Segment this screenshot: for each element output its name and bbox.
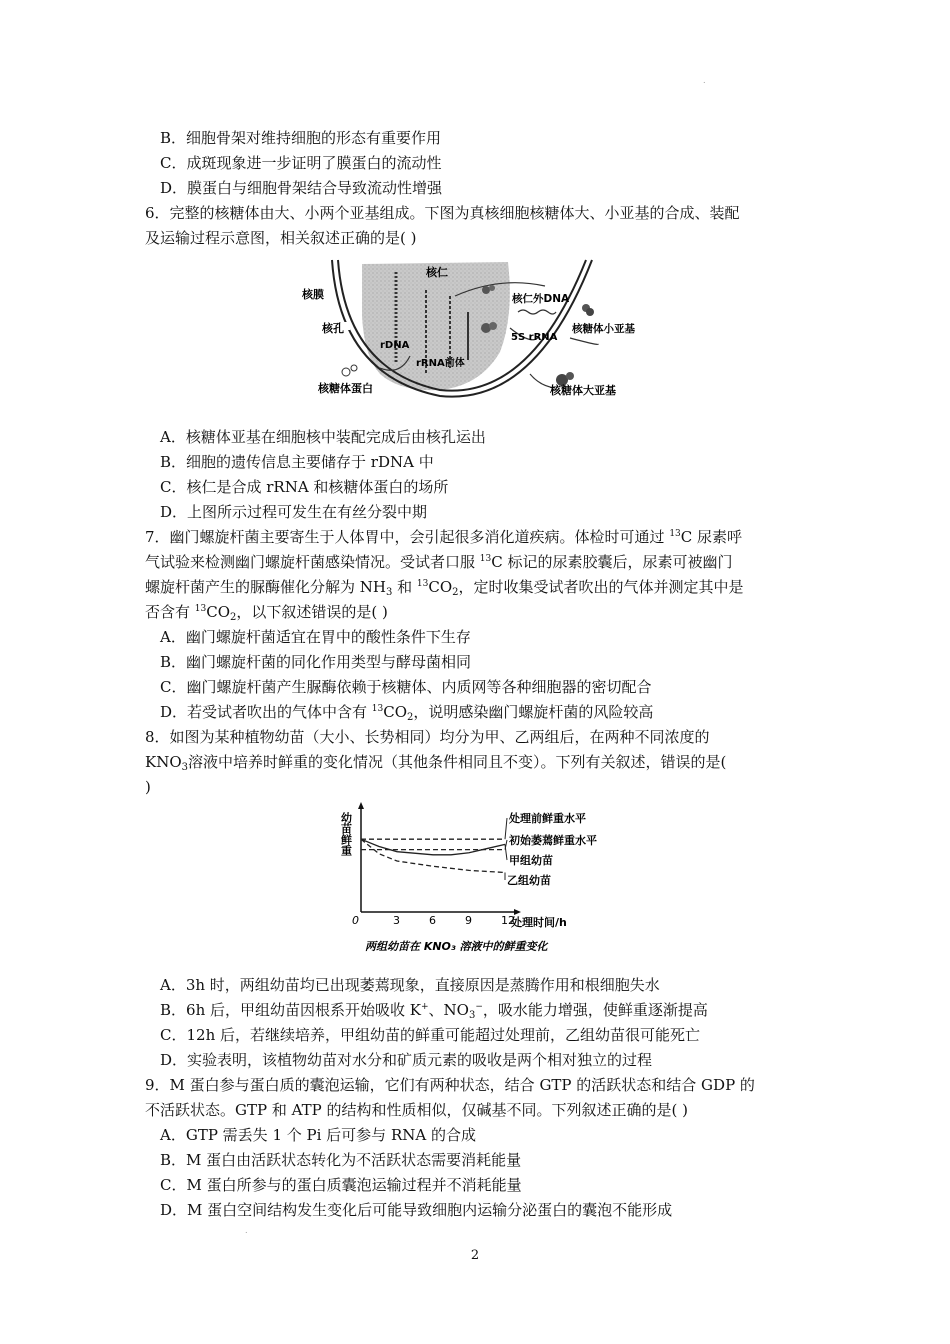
y-axis-label: 幼苗鲜重 <box>339 812 353 856</box>
q8-stem-line3: ) <box>145 778 151 796</box>
series-leader <box>505 818 507 839</box>
chart-caption: 两组幼苗在 KNO₃ 溶液中的鲜重变化 <box>365 940 548 953</box>
q6-stem-line2: 及运输过程示意图，相关叙述正确的是( ) <box>145 229 417 247</box>
q9-option-b: B．M 蛋白由活跃状态转化为不活跃状态需要消耗能量 <box>160 1151 522 1169</box>
label-extra-dna: 核仁外DNA <box>512 293 570 305</box>
q9-option-d: D．M 蛋白空间结构发生变化后可能导致细胞内运输分泌蛋白的囊泡不能形成 <box>160 1201 673 1219</box>
series-label: 处理前鲜重水平 <box>509 812 586 825</box>
ribosome-assembly-diagram <box>300 256 650 406</box>
x-tick-label: 0 <box>352 914 359 927</box>
series-label: 甲组幼苗 <box>509 854 553 867</box>
q7-option-c: C．幽门螺旋杆菌产生脲酶依赖于核糖体、内质网等各种细胞器的密切配合 <box>160 678 652 696</box>
q7-option-b: B．幽门螺旋杆菌的同化作用类型与酵母菌相同 <box>160 653 472 671</box>
q9-stem-line2: 不活跃状态。GTP 和 ATP 的结构和性质相似，仅碱基不同。下列叙述正确的是( ) <box>145 1101 688 1119</box>
q5-option-d: D．膜蛋白与细胞骨架结合导致流动性增强 <box>160 179 443 197</box>
q6-stem-line1: 6．完整的核糖体由大、小两个亚基组成。下图为真核细胞核糖体大、小亚基的合成、装配 <box>145 204 740 222</box>
x-axis-label: 处理时间/h <box>511 916 567 929</box>
q7-stem-line2: 气试验来检测幽门螺旋杆菌感染情况。受试者口服 $^{13}$C 标记的尿素胶囊后，尿素可被幽门 <box>145 553 733 571</box>
q8-option-d: D．实验表明，该植物幼苗对水分和矿质元素的吸收是两个相对独立的过程 <box>160 1051 653 1069</box>
q8-stem-line2: $KNO_3$溶液中培养时鲜重的变化情况（其他条件相同且不变）。下列有关叙述，错误的是( <box>145 753 727 773</box>
label-nucleolus: 核仁 <box>426 266 448 279</box>
x-axis-arrow <box>514 909 521 915</box>
label-rdna: rDNA <box>380 340 410 351</box>
label-nuclear-pore: 核孔 <box>322 322 344 335</box>
x-tick-label: 12 <box>501 914 515 927</box>
scan-mark: . <box>703 76 706 85</box>
fresh-weight-chart <box>335 800 625 960</box>
scan-mark: . <box>245 1226 248 1235</box>
label-ribosomal-protein: 核糖体蛋白 <box>318 382 373 395</box>
q6-option-d: D．上图所示过程可发生在有丝分裂中期 <box>160 503 428 521</box>
q7-stem-line3: 螺旋杆菌产生的脲酶催化分解为 $NH_3$ 和 $^{13}CO_2$，定时收集受试者吹出的气体并测定其中是 <box>145 578 744 598</box>
label-rrna-precursor: rRNA前体 <box>416 358 465 369</box>
series-line <box>361 839 505 855</box>
q7-stem-line1: 7．幽门螺旋杆菌主要寄生于人体胃中，会引起很多消化道疾病。体检时可通过 $^{13}$C 尿素呼 <box>145 528 743 546</box>
q6-option-b: B．细胞的遗传信息主要储存于 rDNA 中 <box>160 453 434 471</box>
series-line <box>361 839 505 872</box>
label-large-subunit: 核糖体大亚基 <box>550 384 616 397</box>
label-nuclear-membrane: 核膜 <box>302 288 324 301</box>
q8-stem-line1: 8．如图为某种植物幼苗（大小、长势相同）均分为甲、乙两组后，在两种不同浓度的 <box>145 728 710 746</box>
q9-option-a: A．GTP 需丢失 1 个 Pi 后可参与 RNA 的合成 <box>160 1126 476 1144</box>
q7-stem-line4: 否含有 $^{13}CO_2$，以下叙述错误的是( ) <box>145 603 388 623</box>
series-label: 乙组幼苗 <box>507 874 551 887</box>
q8-option-a: A．3h 时，两组幼苗均已出现萎蔫现象，直接原因是蒸腾作用和根细胞失水 <box>160 976 660 994</box>
q6-option-c: C．核仁是合成 rRNA 和核糖体蛋白的场所 <box>160 478 449 496</box>
q5-option-b: B．细胞骨架对维持细胞的形态有重要作用 <box>160 129 442 147</box>
label-5s-rrna: 5S rRNA <box>511 332 558 343</box>
q5-option-c: C．成斑现象进一步证明了膜蛋白的流动性 <box>160 154 442 172</box>
q8-option-b: B．6h 后，甲组幼苗因根系开始吸收 K+、$NO_3^-$，吸水能力增强，使鲜重逐渐提高 <box>160 1001 708 1021</box>
q6-option-a: A．核糖体亚基在细胞核中装配完成后由核孔运出 <box>160 428 486 446</box>
label-small-subunit: 核糖体小亚基 <box>572 323 635 335</box>
q9-stem-line1: 9．M 蛋白参与蛋白质的囊泡运输，它们有两种状态，结合 GTP 的活跃状态和结合 GDP 的 <box>145 1076 755 1094</box>
x-tick-label: 6 <box>429 914 436 927</box>
x-tick-label: 3 <box>393 914 400 927</box>
q7-option-a: A．幽门螺旋杆菌适宜在胃中的酸性条件下生存 <box>160 628 471 646</box>
page-number: 2 <box>470 1248 480 1263</box>
q8-option-c: C．12h 后，若继续培养，甲组幼苗的鲜重可能超过处理前，乙组幼苗很可能死亡 <box>160 1026 700 1044</box>
q7-option-d: D．若受试者吹出的气体中含有 $^{13}CO_2$，说明感染幽门螺旋杆菌的风险较高 <box>160 703 654 723</box>
y-axis-arrow <box>358 802 364 809</box>
q9-option-c: C．M 蛋白所参与的蛋白质囊泡运输过程并不消耗能量 <box>160 1176 522 1194</box>
x-tick-label: 9 <box>465 914 472 927</box>
series-label: 初始萎蔫鲜重水平 <box>509 834 597 847</box>
